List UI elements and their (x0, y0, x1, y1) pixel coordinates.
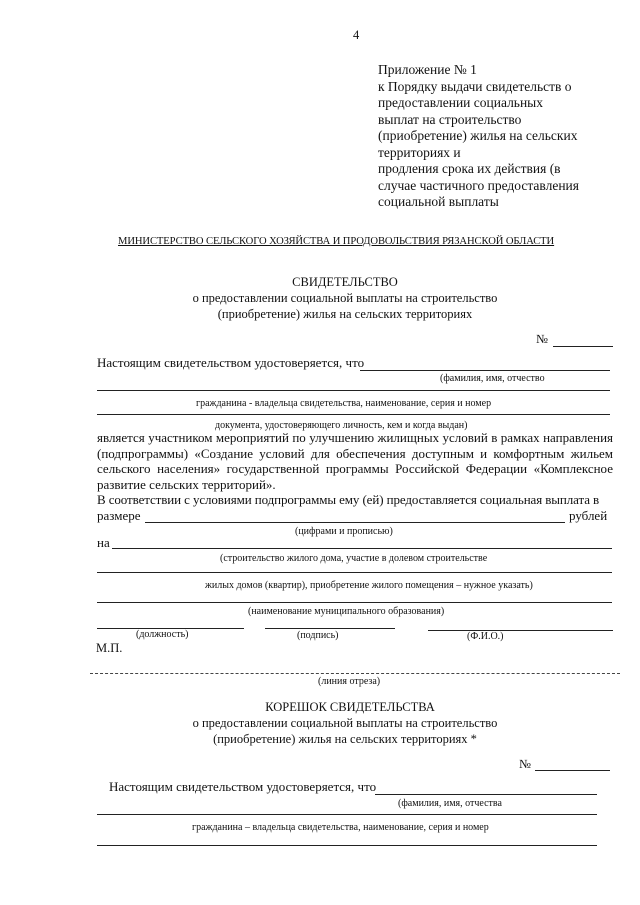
stub-holder-caption: гражданина – владельца свидетельства, наименование, серия и номер (192, 822, 489, 833)
fio-field[interactable] (360, 370, 610, 371)
document-field[interactable] (97, 414, 610, 415)
name-caption: (Ф.И.О.) (467, 631, 504, 642)
cut-line-caption: (линия отреза) (318, 676, 381, 687)
appendix-line: случае частичного предоставления (378, 177, 579, 193)
appendix-line: к Порядку выдачи свидетельств о (378, 78, 572, 94)
stamp-label: М.П. (96, 641, 123, 655)
amount-field[interactable] (145, 522, 565, 523)
municipality-field[interactable] (97, 602, 612, 603)
appendix-title: Приложение № 1 (378, 62, 477, 77)
purpose-field-2[interactable] (97, 572, 612, 573)
holder-field[interactable] (97, 390, 610, 391)
appendix-line: социальной выплаты (378, 194, 499, 209)
signature-caption: (подпись) (297, 630, 339, 641)
purpose-label: на (97, 535, 110, 550)
stub-fio-caption: (фамилия, имя, отчества (398, 798, 502, 809)
stub-fio-field[interactable] (375, 794, 597, 795)
fio-caption: (фамилия, имя, отчество (440, 373, 545, 384)
certify-text: Настоящим свидетельством удостоверяется, что (97, 355, 365, 370)
ministry-name: МИНИСТЕРСТВО СЕЛЬСКОГО ХОЗЯЙСТВА И ПРОДОВОЛЬСТВИЯ РЯЗАНСКОЙ ОБЛАСТИ (118, 236, 555, 247)
appendix-line: предоставлении социальных (378, 95, 544, 110)
certificate-subtitle: о предоставлении социальной выплаты на строительство (192, 291, 498, 305)
appendix-line: продления срока их действия (в (378, 161, 561, 176)
amount-caption: (цифрами и прописью) (295, 526, 393, 537)
cut-line (90, 673, 620, 674)
conditions-text: В соответствии с условиями подпрограммы ему (ей) предоставляется социальная выплата в (97, 492, 600, 507)
certificate-title: СВИДЕТЕЛЬСТВО (292, 275, 398, 289)
holder-caption: гражданина - владельца свидетельства, наименование, серия и номер (196, 398, 492, 409)
stub-title: КОРЕШОК СВИДЕТЕЛЬСТВА (265, 700, 435, 714)
certificate-number-field[interactable] (553, 346, 613, 347)
document-caption: документа, удостоверяющего личность, кем и когда выдан) (215, 420, 468, 431)
stub-holder-field[interactable] (97, 814, 597, 815)
purpose-caption-2: жилых домов (квартир), приобретение жилого помещения – нужное указать) (205, 580, 533, 591)
signature-field[interactable] (265, 628, 395, 629)
stub-document-field[interactable] (97, 845, 597, 846)
stub-certify-text: Настоящим свидетельством удостоверяется, что (109, 779, 377, 794)
page-number: 4 (353, 28, 360, 42)
appendix-line: (приобретение) жилья на сельских (378, 128, 578, 143)
purpose-caption: (строительство жилого дома, участие в долевом строительстве (220, 553, 488, 564)
name-field[interactable] (428, 630, 613, 631)
purpose-field[interactable] (112, 548, 612, 549)
amount-label: размере (97, 508, 141, 523)
appendix-line: выплат на строительство (378, 111, 522, 127)
certificate-number-label: № (536, 332, 548, 346)
certificate-subtitle: (приобретение) жилья на сельских территориях (217, 307, 473, 321)
stub-subtitle: (приобретение) жилья на сельских территориях * (213, 732, 477, 746)
appendix-line: территориях и (378, 144, 461, 160)
stub-subtitle: о предоставлении социальной выплаты на строительство (192, 716, 498, 730)
participant-paragraph: является участником мероприятий по улучшению жилищных условий в рамках направления (подпрограммы) «Создание условий для обеспечения доступным и комфортным жильем сельского населения» государственной программы Российской Федерации «Комплексное развитие сельских территорий». (97, 430, 613, 492)
stub-number-label: № (519, 757, 531, 771)
municipality-caption: (наименование муниципального образования) (248, 606, 445, 617)
appendix-block (378, 62, 628, 211)
position-caption: (должность) (136, 629, 189, 640)
stub-number-field[interactable] (535, 770, 610, 771)
rubles-label: рублей (569, 508, 608, 523)
